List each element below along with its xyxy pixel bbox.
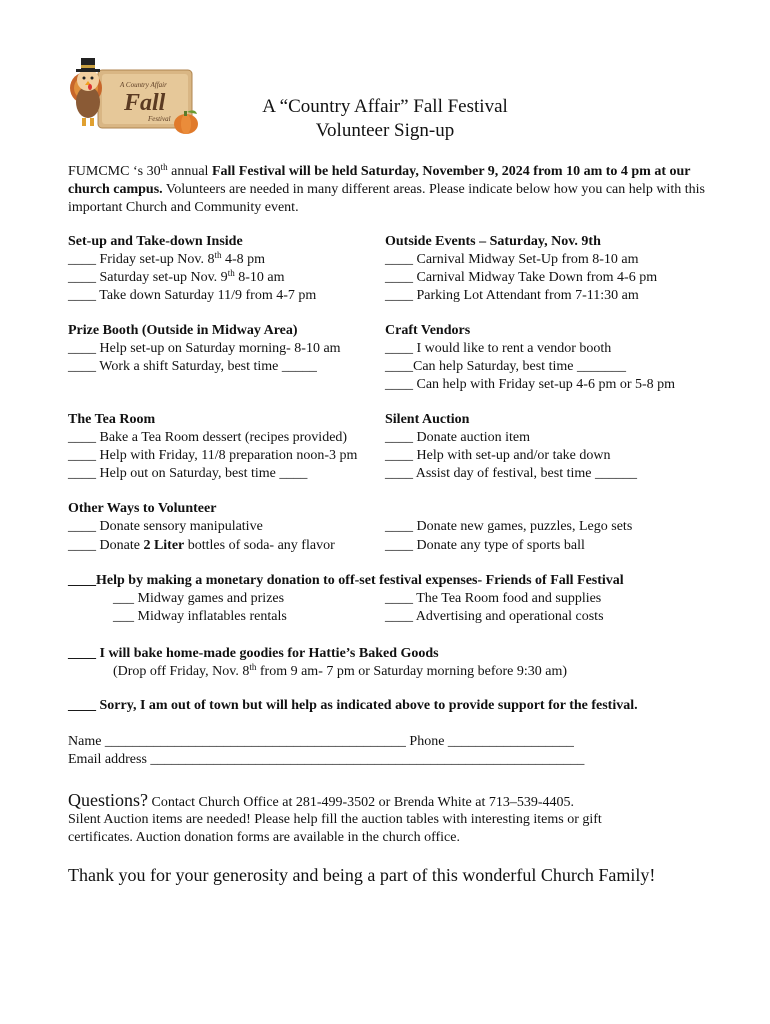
- outside-item-takedown[interactable]: ____ Carnival Midway Take Down from 4-6 pm: [385, 270, 658, 285]
- prize-item-shift[interactable]: ____ Work a shift Saturday, best time _____: [68, 359, 317, 374]
- name-phone-field[interactable]: Name ___________________________________________ Phone __________________: [68, 734, 574, 749]
- logo-sub-text: Festival: [148, 115, 171, 123]
- silent-item-setup[interactable]: ____ Help with set-up and/or take down: [385, 448, 611, 463]
- tea-item-saturday[interactable]: ____ Help out on Saturday, best time ____: [68, 466, 308, 481]
- monetary-item-advertising[interactable]: ____ Advertising and operational costs: [385, 609, 604, 624]
- tea-item-friday[interactable]: ____ Help with Friday, 11/8 preparation noon-3 pm: [68, 448, 358, 463]
- craft-item-booth[interactable]: ____ I would like to rent a vendor booth: [385, 341, 612, 356]
- other-heading: Other Ways to Volunteer: [68, 501, 217, 516]
- setup-item-takedown[interactable]: ____ Take down Saturday 11/9 from 4-7 pm: [68, 288, 317, 303]
- bake-detail: (Drop off Friday, Nov. 8th from 9 am- 7 pm or Saturday morning before 9:30 am): [113, 662, 568, 679]
- logo-small-text: A Country Affair: [120, 81, 167, 89]
- outside-item-setup[interactable]: ____ Carnival Midway Set-Up from 8-10 am: [385, 252, 639, 267]
- other-item-soda[interactable]: ____ Donate 2 Liter bottles of soda- any flavor: [68, 538, 335, 553]
- monetary-item-inflatables[interactable]: ___ Midway inflatables rentals: [113, 609, 287, 624]
- logo-big-text: Fall: [124, 90, 166, 116]
- other-item-sensory[interactable]: ____ Donate sensory manipulative: [68, 519, 263, 534]
- outside-heading: Outside Events – Saturday, Nov. 9th: [385, 234, 601, 249]
- craft-item-saturday[interactable]: ____Can help Saturday, best time _______: [385, 359, 626, 374]
- setup-item-saturday[interactable]: ____ Saturday set-up Nov. 9th 8-10 am: [68, 268, 285, 285]
- closing-message: Thank you for your generosity and being a part of this wonderful Church Family!: [68, 865, 656, 885]
- setup-item-friday[interactable]: ____ Friday set-up Nov. 8th 4-8 pm: [68, 250, 266, 267]
- prize-item-setup[interactable]: ____ Help set-up on Saturday morning- 8-10 am: [68, 341, 341, 356]
- setup-heading: Set-up and Take-down Inside: [68, 234, 243, 249]
- outside-item-parking[interactable]: ____ Parking Lot Attendant from 7-11:30 am: [385, 288, 639, 303]
- page-subtitle: Volunteer Sign-up: [315, 120, 455, 141]
- monetary-item-tea-room[interactable]: ____ The Tea Room food and supplies: [385, 591, 602, 606]
- monetary-heading[interactable]: ____Help by making a monetary donation to off-set festival expenses- Friends of Fall Festival: [68, 573, 624, 588]
- page-title: A “Country Affair” Fall Festival: [262, 96, 508, 117]
- other-item-games[interactable]: ____ Donate new games, puzzles, Lego sets: [385, 519, 633, 534]
- silent-item-donate[interactable]: ____ Donate auction item: [385, 430, 531, 445]
- monetary-item-midway-games[interactable]: ___ Midway games and prizes: [113, 591, 285, 606]
- prize-heading: Prize Booth (Outside in Midway Area): [68, 323, 298, 338]
- intro-paragraph: FUMCMC ‘s 30th annual Fall Festival will be held Saturday, November 9, 2024 from 10 am to 4 pm at our church campus. Volunteers are needed in many different areas. Please indicate below how you can help with this important Church and Community event.: [68, 162, 705, 215]
- tea-heading: The Tea Room: [68, 412, 156, 427]
- silent-item-assist[interactable]: ____ Assist day of festival, best time ______: [385, 466, 637, 481]
- craft-heading: Craft Vendors: [385, 323, 471, 338]
- email-field[interactable]: Email address ______________________________________________________________: [68, 752, 585, 767]
- questions-line: Questions? Contact Church Office at 281-499-3502 or Brenda White at 713–539-4405.: [68, 790, 574, 810]
- craft-item-friday[interactable]: ____ Can help with Friday set-up 4-6 pm or 5-8 pm: [385, 377, 676, 392]
- silent-auction-note-2: certificates. Auction donation forms are available in the church office.: [68, 830, 460, 845]
- silent-auction-note-1: Silent Auction items are needed! Please help fill the auction tables with interesting items or gift: [68, 812, 602, 827]
- out-of-town-option[interactable]: ____ Sorry, I am out of town but will help as indicated above to provide support for the festival.: [68, 698, 638, 713]
- other-item-sports-ball[interactable]: ____ Donate any type of sports ball: [385, 538, 585, 553]
- bake-heading[interactable]: ____ I will bake home-made goodies for Hattie’s Baked Goods: [68, 646, 439, 661]
- silent-heading: Silent Auction: [385, 412, 470, 427]
- tea-item-bake[interactable]: ____ Bake a Tea Room dessert (recipes provided): [68, 430, 348, 445]
